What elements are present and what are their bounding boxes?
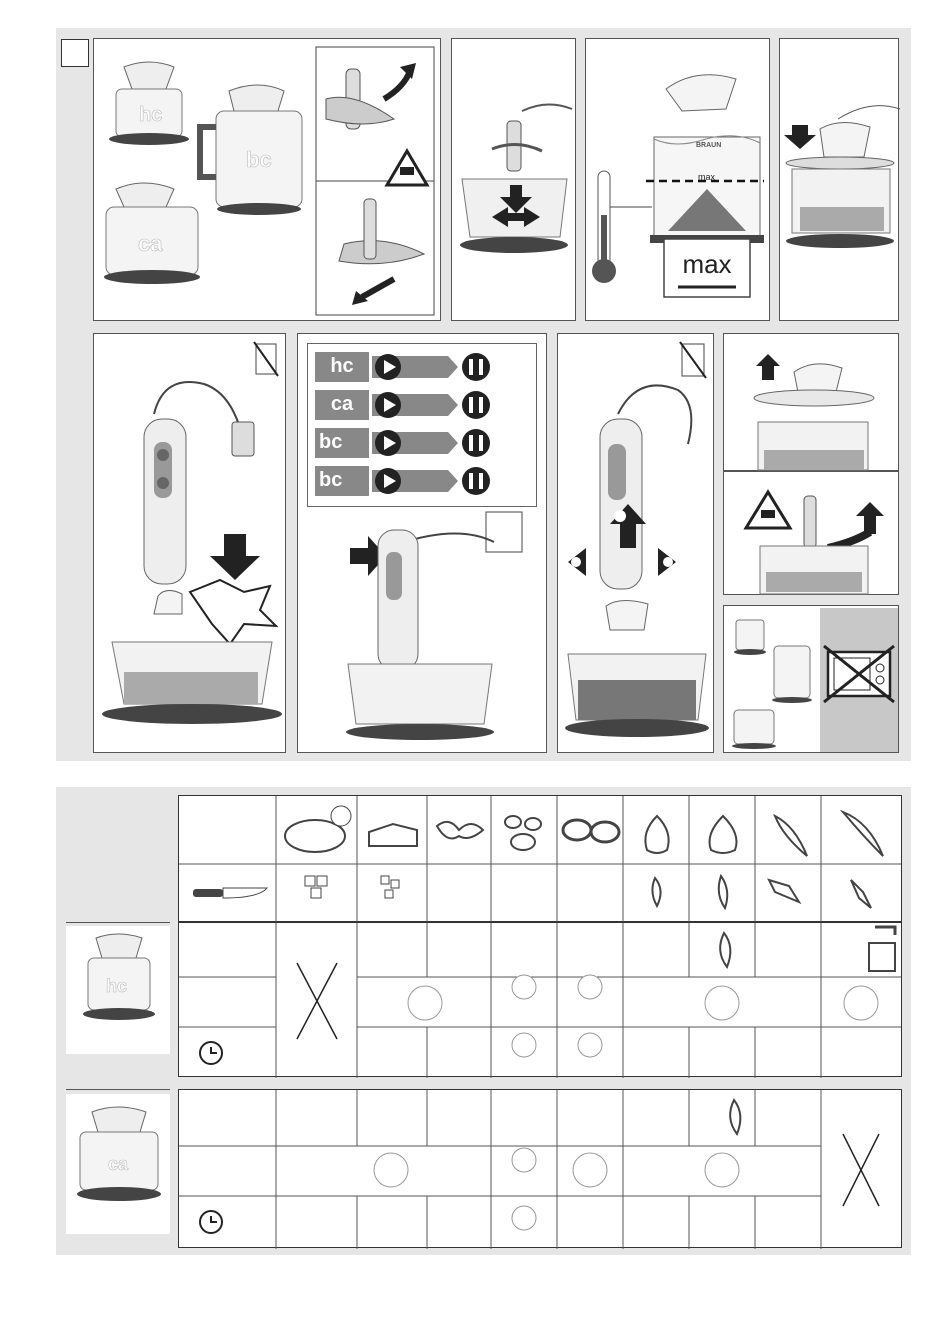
- code-label-bc-2: bc: [315, 466, 349, 494]
- max-line-label: max: [698, 172, 716, 182]
- containers-small: [732, 620, 812, 749]
- hc-settings-grid: [179, 923, 903, 1078]
- attach-motor-illustration: [94, 334, 287, 754]
- panel-operation: [297, 333, 547, 753]
- code-ca: ca: [108, 1154, 129, 1174]
- no-microwave-illustration: [724, 606, 900, 754]
- garlic-clove-icon: [730, 1100, 740, 1134]
- panel-containers-overview: [93, 38, 441, 321]
- panel-max-fill: [585, 38, 770, 321]
- chili-icon: [843, 812, 883, 856]
- meat-cubes-icon: [305, 876, 327, 898]
- detach-motor-illustration: [558, 334, 715, 754]
- remove-lid-illustration: [724, 334, 900, 472]
- panel-detach-motor: [557, 333, 714, 753]
- microwave-crossed-icon: [824, 646, 894, 702]
- panel-insert-blade: [451, 38, 576, 321]
- garlic-clove-icon: [719, 876, 728, 908]
- meat-icon: [285, 806, 351, 852]
- remove-blade-illustration: [724, 472, 900, 596]
- panel-attach-motor: [93, 333, 286, 753]
- food-header-grid: [179, 796, 903, 923]
- knife-icon: [193, 888, 267, 898]
- pause-icon: [469, 473, 473, 489]
- attach-lid-illustration: [780, 39, 900, 322]
- panel-no-microwave: [723, 605, 899, 753]
- garlic-clove-icon: [720, 933, 730, 967]
- carrot-pieces-icon: [769, 880, 799, 902]
- chili-pieces-icon: [851, 880, 871, 908]
- thermometer-icon: [592, 171, 616, 283]
- code-label-hc: hc: [315, 352, 369, 380]
- code-hc: hc: [106, 976, 128, 996]
- code-hc: hc: [139, 104, 163, 126]
- garlic-icon: [710, 816, 737, 853]
- blade-hazard-icon: [746, 492, 790, 528]
- food-header-table: [178, 795, 902, 922]
- pause-icon: [469, 359, 473, 375]
- code-label-bc: bc: [315, 428, 349, 456]
- clock-icon: [200, 1042, 222, 1064]
- clock-icon: [200, 1211, 222, 1233]
- code-ca: ca: [138, 231, 163, 256]
- water-tap-icon: [869, 927, 895, 971]
- divider-bottom: [66, 1089, 170, 1090]
- code-label-ca: ca: [315, 390, 369, 418]
- chopper-ca-photo: [66, 1094, 170, 1234]
- containers-illustration: [94, 39, 442, 322]
- chopper-hc: [109, 62, 189, 145]
- brand-logo: BRAUN: [696, 142, 722, 149]
- carrot-icon: [775, 816, 807, 856]
- beaker-bc: [200, 85, 302, 215]
- pause-icon: [469, 435, 473, 451]
- code-bc: bc: [246, 147, 272, 172]
- max-fill-label: max: [682, 249, 732, 279]
- walnuts-icon: [563, 820, 619, 842]
- panel-remove-blade: [723, 471, 899, 595]
- chopper-hc-photo: [66, 926, 170, 1054]
- unplug-warning-icon: [254, 342, 278, 376]
- ca-settings-grid: [179, 1090, 903, 1249]
- chopper-ca: [104, 183, 200, 284]
- cheese-icon: [369, 824, 417, 846]
- nuts-icon: [505, 816, 541, 850]
- insert-blade-illustration: [452, 39, 577, 322]
- unplug-warning-icon: [680, 342, 706, 378]
- divider-top: [66, 922, 170, 923]
- pause-icon: [469, 397, 473, 413]
- panel-remove-lid: [723, 333, 899, 471]
- step-badge: [61, 39, 89, 67]
- ca-settings-table: [178, 1089, 902, 1248]
- panel-attach-lid: [779, 38, 899, 321]
- onion-slice-icon: [652, 878, 660, 906]
- cheese-pieces-icon: [381, 876, 399, 898]
- hc-settings-table: [178, 922, 902, 1077]
- herbs-icon: [437, 822, 483, 839]
- onion-icon: [645, 816, 668, 853]
